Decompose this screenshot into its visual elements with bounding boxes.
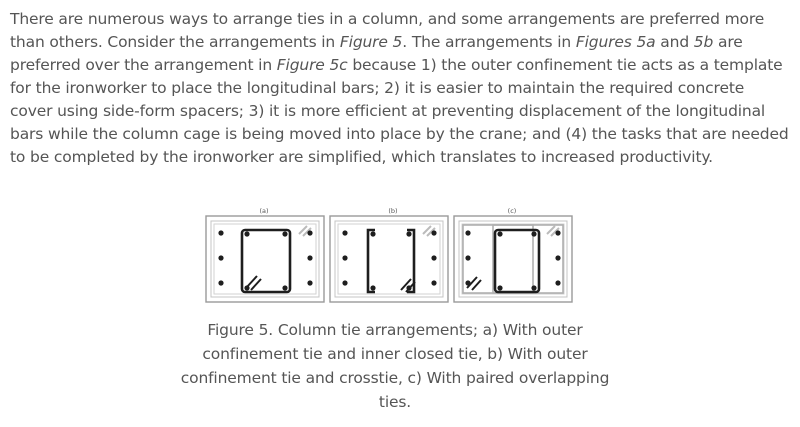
- column-tie-figure: [205, 204, 580, 304]
- panel-label-a: (a): [259, 207, 269, 215]
- column-tie-diagram: [205, 204, 580, 304]
- figure-caption: Figure 5. Column tie arrangements; a) With outer confinement tie and inner closed tie, b) With outer confinement tie and crosstie, c) With paired overlapping ties.: [180, 321, 610, 411]
- panel-b-drawing: [330, 216, 448, 302]
- figure-reference: 5b: [693, 33, 714, 51]
- text-run: because 1) the outer confinement tie acts as a template for the ironworker to place the longitudinal bars; 2) it is easier to maintain the required concrete cover using side-form spacers; 3) it is more efficient at preventing displacement of the longitudinal bars while the column cage is being moved into place by the crane; and (4) the tasks that are needed to be completed by the ironworker are simplified, which translates to increased productivity.: [10, 56, 789, 166]
- figure-reference: Figure 5: [339, 33, 403, 51]
- panel-c-drawing: [454, 216, 572, 302]
- figure-reference: Figure 5c: [276, 56, 348, 74]
- body-paragraph: [10, 8, 790, 169]
- text-run: There are numerous ways to arrange ties in a column, and some arrangements are preferred more than others. Consider the arrangements in: [10, 10, 765, 51]
- text-run: . The arrangements in: [402, 33, 576, 51]
- panel-label-b: (b): [388, 207, 398, 215]
- figure-reference: Figures 5a: [575, 33, 656, 51]
- text-run: and: [655, 33, 694, 51]
- panel-label-c: (c): [507, 207, 517, 215]
- text-run: are preferred over the arrangement in: [10, 33, 743, 74]
- panel-a-drawing: [206, 216, 324, 302]
